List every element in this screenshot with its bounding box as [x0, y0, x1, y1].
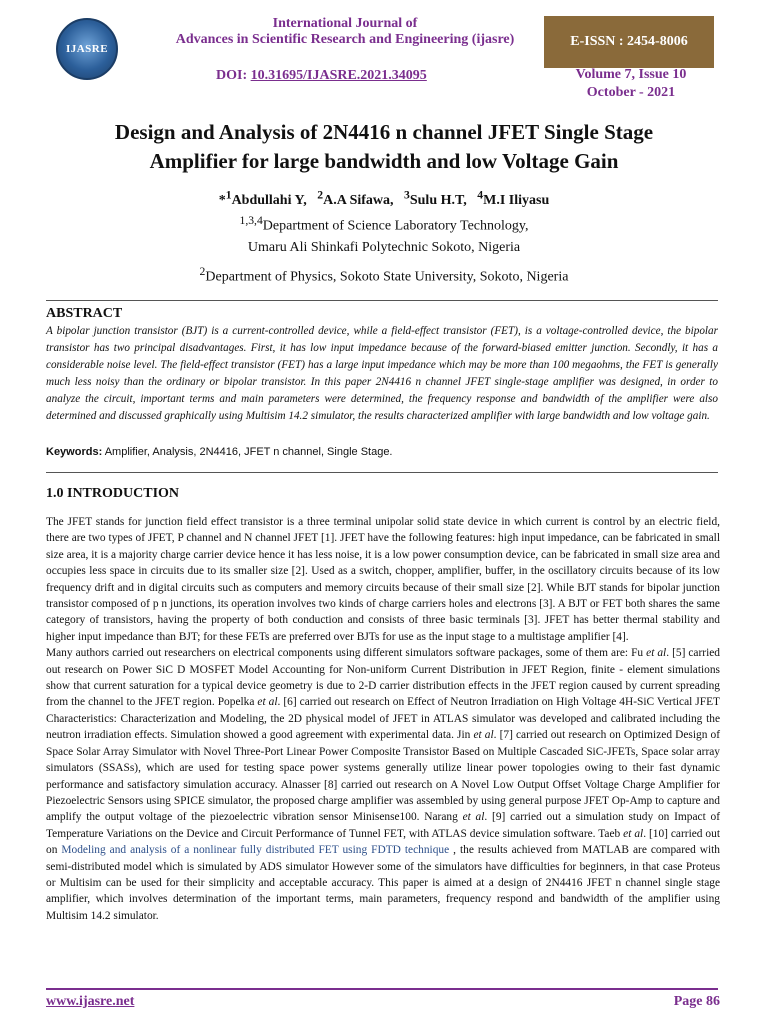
affiliation-2: $^2$Department of Physics, Sokoto State University, Sokoto, Nigeria: [199, 265, 569, 285]
introduction-heading: 1.0 INTRODUCTION: [46, 486, 180, 501]
doi-label: DOI:: [216, 68, 248, 83]
intro-paragraph-2: Many authors carried out researchers on electrical components using different simulators software packages, some of them are: Fu et al. [5] carried out research on Power SiC D MOSFET Model Accounting for Non-uniform Current Distribution in JFET Region, finite - element simulations show that current saturation for a typical device geometry is due to 2-D carrier distribution effects in the JFET region caused by current spreading from the channel to the JFET region. Popelka et al. [6] carried out research on Effect of Neutron Irradiation on High Voltage 4H-SiC Vertical JFET Characteristics: Characterization and Modeling, the 2D physical model of JFET in ATLAS simulator was developed and calibrated including the neutron irradiation effects. Simulation showed a good agreement with experimental data. Jin et al. [7] carried out research on Optimized Design of Space Solar Array Simulator with Novel Three-Port Linear Power Composite Transistor Based on Multiple Cascaded SiC-JFETs, Space solar array simulators (SSASs), which are used for testing space power systems generally utilize linear power topologies owing to their fast dynamic performance and satisfactory simulation accuracy. Alnasser [8] carried out research on A Novel Low Output Offset Voltage Charge Amplifier for Piezoelectric Sensors using SPICE simulator, the proposed charge amplifier was assembled by using general purpose JFET Op-Amp to capture and amplify the output voltage of the piezoelectric vibration sensor Minisense100. Narang et al. [9] carried out a simulation study on Impact of Temperature Variations on the Device and Circuit Performance of Tunnel FET, with ATLAS device simulation software. Taeb et al. [10] carried out on Modeling and analysis of a nonlinear fully distributed FET using FDTD technique , the results achieved from MATLAB are compared with semi-distributed model which is simulated by ADS simulator However some of the simulators have difficulties for beginners, in that case Proteus or Multisim can be used for their simplicity and acceptable accuracy. This paper is aimed at a design of 2N4416 JFET n channel single stage amplifier, which involves determination of the important terms, main parameters, frequency respond and bandwidth of the amplifier using Multisim 14.2 simulator.: [46, 647, 720, 922]
divider-top: [46, 300, 718, 301]
journal-name: [150, 16, 540, 48]
affiliation-1: $^{1,3,4}$Department of Science Laboratory Technology,: [239, 214, 529, 234]
issn-badge: [544, 16, 714, 68]
issn-text: E-ISSN : 2454-8006: [570, 34, 688, 49]
paper-title: [40, 118, 728, 176]
logo-text: IJASRE: [65, 43, 109, 55]
author-4: $^4$M.I Iliyasu: [477, 188, 550, 208]
title-line1: Design and Analysis of 2N4416 n channel JFET Single Stage: [114, 120, 654, 144]
volume-info: [556, 66, 706, 102]
introduction-body: [46, 514, 720, 924]
title-line2: Amplifier for large bandwidth and low Voltage Gain: [149, 149, 619, 173]
affiliation-1-address: Umaru Ali Shinkafi Polytechnic Sokoto, Nigeria: [247, 240, 521, 255]
keywords-text: Amplifier, Analysis, 2N4416, JFET n channel, Single Stage.: [104, 446, 393, 458]
author-3: $^3$Sulu H.T,: [404, 188, 467, 208]
publication-date: October - 2021: [586, 85, 676, 100]
footer-divider: [46, 988, 718, 990]
journal-name-line1: International Journal of: [272, 16, 418, 31]
intro-paragraph-1: The JFET stands for junction field effect transistor is a three terminal unipolar solid state device in which current is control by an electric field, there are two types of JFET, P channel and N channel JFET [1]. JFET have the following features: high input impedance, can be fabricated in small size area, it is a majority charge carrier device hence it has less noise, it is a low power consumption device, can be fabricated in small size area and occupies less space in circuits due to its smaller size [2]. Used as a switch, chopper, amplifier, buffer, in the oscillatory circuits because of its low frequency drift and in digital circuits such as computers and memory circuits because of their small size [2]. While BJT stands for bipolar junction transistor composed of p n junctions, its operation involves two kinds of charge carriers holes and electrons [3]. A BJT or FET both shares the same category of transistors, having the property of both conduction and consists of three basic terminals [3]. JFET has better thermal stability and higher input impedance than BJT; for these FETs are preferred over BJTs for use as the input stage to a multistage amplifier [4].: [46, 516, 720, 643]
doi-line: [216, 68, 427, 84]
author-list: [40, 188, 728, 209]
journal-name-line2: Advances in Scientific Research and Engineering (ijasre): [175, 32, 515, 47]
keywords-label: Keywords:: [46, 446, 103, 458]
author-1: *$^1$Abdullahi Y,: [218, 188, 307, 208]
abstract-text: A bipolar junction transistor (BJT) is a current-controlled device, while a field-effect transistor (FET), is a voltage-controlled device, the bipolar transistor has two principal disadvantages. First, it has low input impedance because of the forward-biased emitter junction. Secondly, it has a considerable noise level. The field-effect transistor (FET) has a large input impedance which may be more than 100 megaohms, the FET is generally much less noisy than the ordinary or bipolar transistor. In this paper 2N4416 n channel JFET single-stage amplifier was designed, in order to analyze the circuit, important terms and main parameters were determined, the frequency response and bandwidth of the amplifier were also determined and discussed graphically using Multisim 14.2 simulator, the results characterized amplifier with large bandwidth and low voltage gain.: [46, 325, 718, 422]
journal-logo: [56, 18, 118, 80]
divider-bottom: [46, 472, 718, 473]
blue-highlighted-text: Modeling and analysis of a nonlinear fully distributed FET using FDTD technique: [61, 844, 450, 857]
footer-website-link[interactable]: www.ijasre.net: [46, 994, 135, 1009]
author-2: $^2$A.A Sifawa,: [317, 188, 394, 208]
page-number: Page 86: [673, 994, 720, 1009]
abstract-heading: ABSTRACT: [46, 306, 123, 321]
volume-issue: Volume 7, Issue 10: [575, 67, 687, 82]
keywords: [46, 446, 393, 458]
doi-link[interactable]: 10.31695/IJASRE.2021.34095: [250, 68, 427, 83]
